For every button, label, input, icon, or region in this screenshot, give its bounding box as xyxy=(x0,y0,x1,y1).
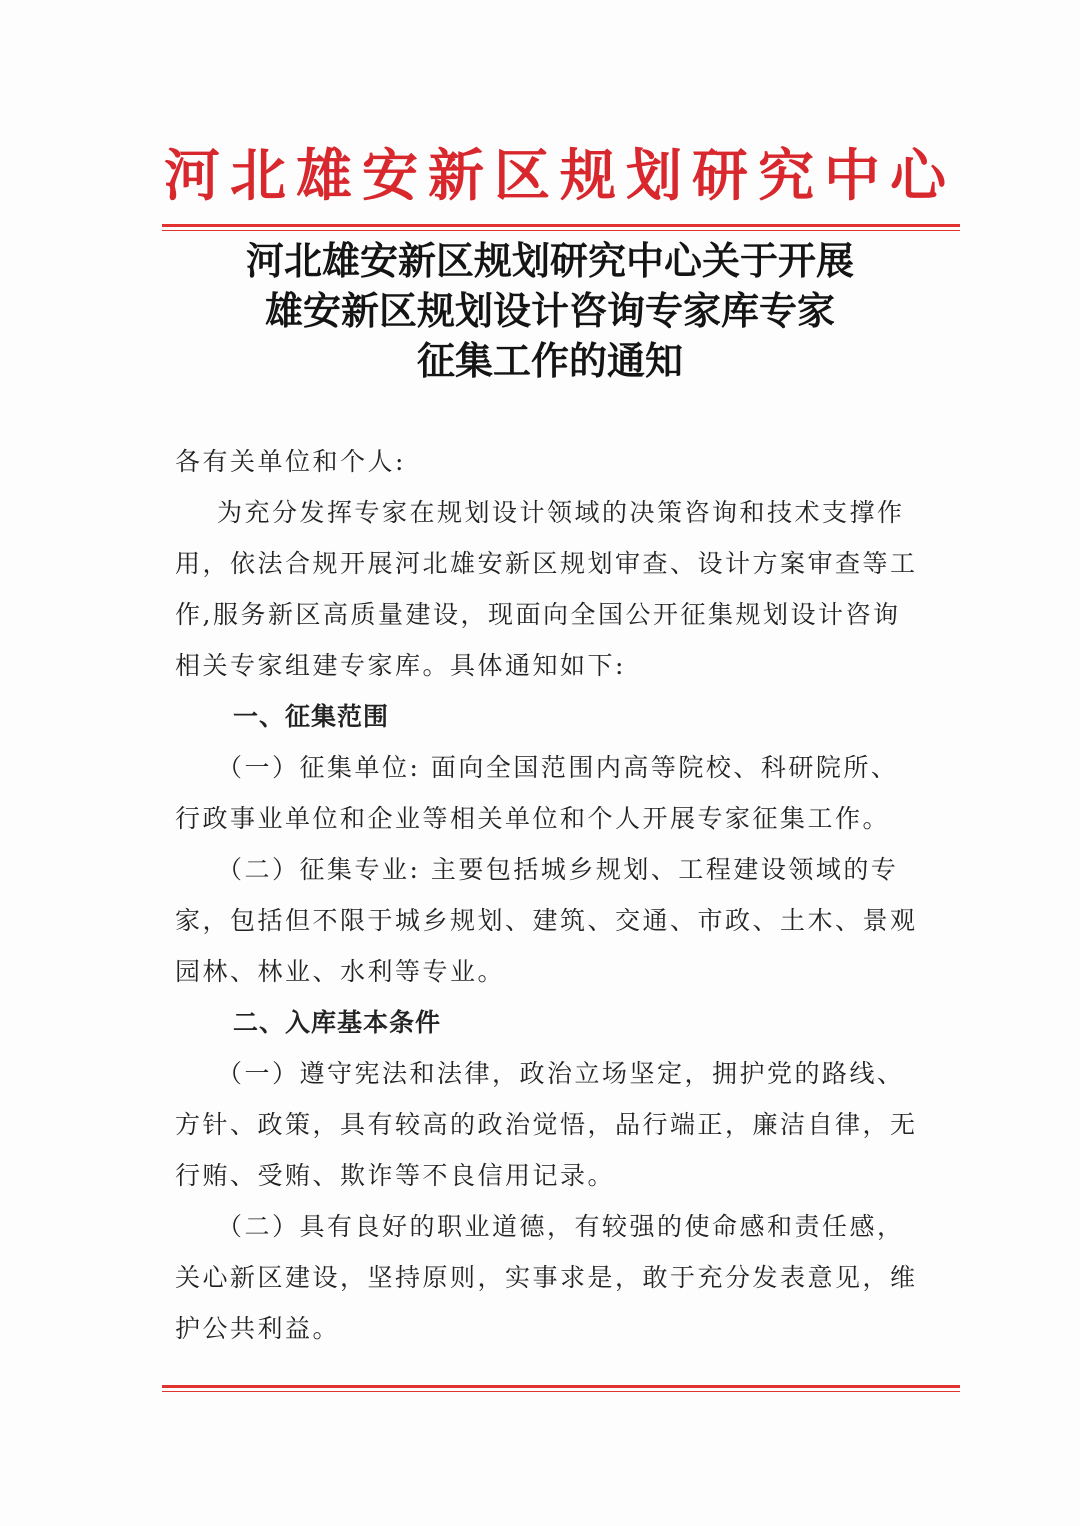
red-rule-thick xyxy=(162,224,960,227)
title-line-1: 河北雄安新区规划研究中心关于开展 xyxy=(245,238,854,283)
footer-red-rule xyxy=(162,1385,960,1392)
section-2-item-2: （二）具有良好的职业道德，有较强的使命感和责任感，关心新区建设，坚持原则，实事求是，敢于充分发表意见，维护公共利益。 xyxy=(175,1212,918,1343)
red-rule-thin xyxy=(162,230,960,231)
title-line-2: 雄安新区规划设计咨询专家库专家 xyxy=(264,288,835,333)
section-1-item-2: （二）征集专业: 主要包括城乡规划、工程建设领域的专家，包括但不限于城乡规划、建筑、交通、市政、土木、景观园林、林业、水利等专业。 xyxy=(175,855,918,986)
masthead-title: 河北雄安新区规划研究中心 xyxy=(164,143,956,209)
salutation: 各有关单位和个人: xyxy=(175,447,406,476)
section-1-heading: 一、征集范围 xyxy=(233,702,390,731)
section-1-item-1: （一）征集单位: 面向全国范围内高等院校、科研院所、行政事业单位和企业等相关单位和个人开展专家征集工作。 xyxy=(175,753,899,833)
section-2-heading: 二、入库基本条件 xyxy=(233,1008,442,1037)
document-title xyxy=(160,236,940,386)
section-2-item-1: （一）遵守宪法和法律，政治立场坚定，拥护党的路线、方针、政策，具有较高的政治觉悟，品行端正，廉洁自律，无行贿、受贿、欺诈等不良信用记录。 xyxy=(175,1059,918,1190)
title-line-3: 征集工作的通知 xyxy=(416,338,683,383)
document-body xyxy=(175,436,925,1354)
masthead-red-rule xyxy=(162,224,960,231)
footer-rule-thin xyxy=(162,1391,960,1392)
footer-rule-thick xyxy=(162,1385,960,1388)
intro-paragraph: 为充分发挥专家在规划设计领域的决策咨询和技术支撑作用，依法合规开展河北雄安新区规划审查、设计方案审查等工作,服务新区高质量建设，现面向全国公开征集规划设计咨询相关专家组建专家库。具体通知如下: xyxy=(175,498,918,680)
